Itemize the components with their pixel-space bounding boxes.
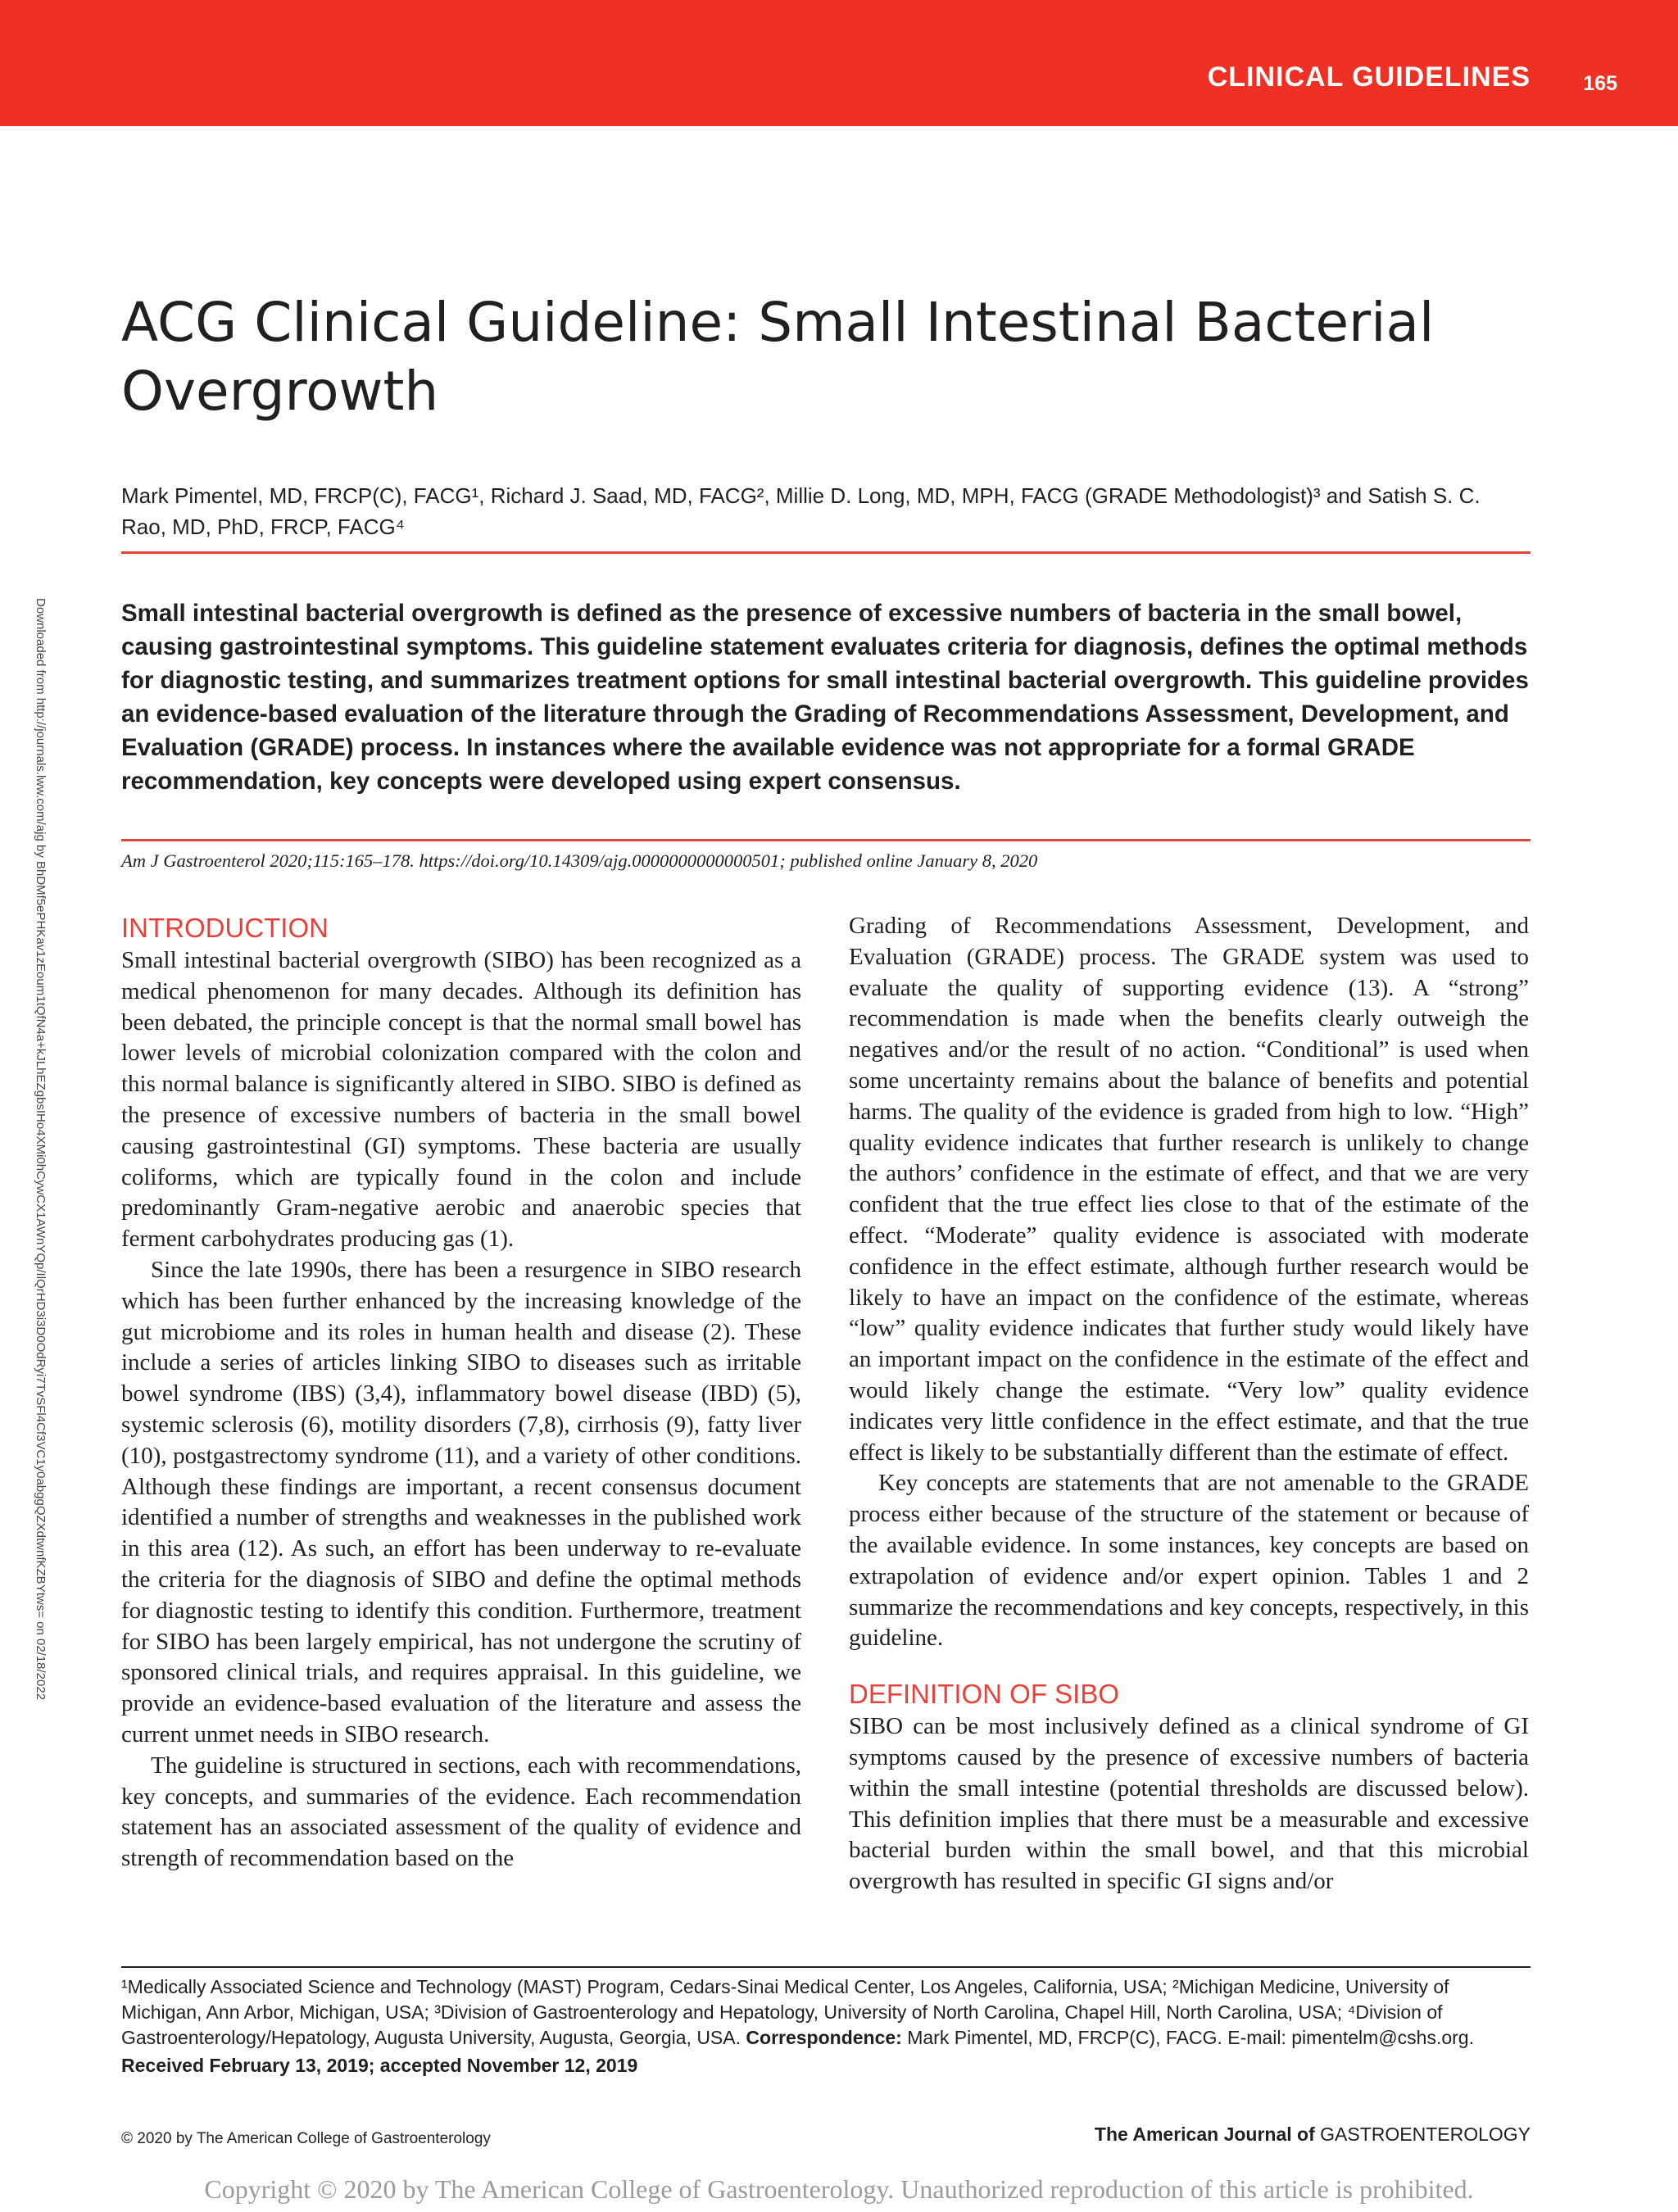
left-column: [121, 911, 801, 1874]
body-paragraph: Key concepts are statements that are not amenable to the GRADE process either because of the structure of the statement or because of the available evidence. In some instances, key concepts are based on extrapolation of evidence and/or expert opinion. Tables 1 and 2 summarize the recommendations and key concepts, respectively, in this guideline.: [849, 1470, 1529, 1652]
affiliations-footnote: [121, 1974, 1531, 2051]
section-name: CLINICAL GUIDELINES: [1207, 61, 1531, 93]
citation-line: Am J Gastroenterol 2020;115:165–178. https://doi.org/10.14309/ajg.0000000000000501; published online January 8, 2020: [121, 850, 1038, 871]
download-watermark-text: Downloaded from http://journals.lww.com/ajg by BhDMf5ePHKav1zEoum1tQfN4a+kJLhEZgbsIHo4XMi0hCywCX1AWnYQp/IlQrHD3i3D0OdRyi7TvSFl4Cf3VC1y0abggQZXdtwnfKZBYtws= on 02/18/2022: [34, 598, 48, 1701]
affiliations-text: ¹Medically Associated Science and Technology (MAST) Program, Cedars-Sinai Medical Center, Los Angeles, California, USA; ²Michigan Medicine, University of Michigan, Ann Arbor, Michigan, USA; ³Division of Gastroenterology and Hepatology, University of North Carolina, Chapel Hill, North Carolina, USA; ⁴Division of Gastroenterology/Hepatology, Augusta University, Augusta, Georgia, USA.: [121, 1976, 1449, 2048]
body-paragraph: The guideline is structured in sections, each with recommendations, key concepts, and summaries of the evidence. Each recommendation statement has an associated assessment of the quality of evidence and strength of recommendation based on the: [121, 1752, 801, 1872]
footnote-divider: [121, 1966, 1531, 1968]
header-band: [0, 0, 1678, 126]
abstract-divider: [121, 839, 1531, 841]
article-title: ACG Clinical Guideline: Small Intestinal Bacterial Overgrowth: [121, 291, 1435, 423]
correspondence-text: Mark Pimentel, MD, FRCP(C), FACG. E-mail: pimentelm@cshs.org.: [907, 2027, 1474, 2048]
introduction-heading: INTRODUCTION: [121, 913, 329, 943]
page-number: 165: [1583, 72, 1617, 95]
author-list: Mark Pimentel, MD, FRCP(C), FACG¹, Richard J. Saad, MD, FACG², Millie D. Long, MD, MPH, FACG (GRADE Methodologist)³ and Satish S. C. Rao, MD, PhD, FRCP, FACG⁴: [121, 483, 1481, 539]
body-paragraph: Small intestinal bacterial overgrowth (SIBO) has been recognized as a medical phenomenon for many decades. Although its definition has been debated, the principle concept is that the normal small bowel has lower levels of microbial colonization compared with the colon and this normal balance is significantly altered in SIBO. SIBO is defined as the presence of excessive numbers of bacteria in the small bowel causing gastrointestinal (GI) symptoms. These bacteria are usually coliforms, which are typically found in the colon and include predominantly Gram-negative aerobic and anaerobic species that ferment carbohydrates producing gas (1).: [121, 947, 801, 1253]
title-divider: [121, 551, 1531, 554]
correspondence-label: Correspondence:: [746, 2027, 902, 2048]
copyright-line: © 2020 by The American College of Gastroenterology: [121, 2130, 491, 2147]
body-paragraph: Since the late 1990s, there has been a resurgence in SIBO research which has been further enhanced by the increasing knowledge of the gut microbiome and its roles in human health and disease (2). These include a series of articles linking SIBO to diseases such as irritable bowel syndrome (IBS) (3,4), inflammatory bowel disease (IBD) (5), systemic sclerosis (6), motility disorders (7,8), cirrhosis (9), fatty liver (10), postgastrectomy syndrome (11), and a variety of other conditions. Although these findings are important, a recent consensus document identified a number of strengths and weaknesses in the published work in this area (12). As such, an effort has been underway to re-evaluate the criteria for the diagnosis of SIBO and define the optimal methods for diagnostic testing to identify this condition. Furthermore, treatment for SIBO has been largely empirical, has not undergone the scrutiny of sponsored clinical trials, and requires appraisal. In this guideline, we provide an evidence-based evaluation of the literature and assess the current unmet needs in SIBO research.: [121, 1256, 801, 1747]
definition-heading: DEFINITION OF SIBO: [849, 1679, 1120, 1710]
body-paragraph: SIBO can be most inclusively defined as a clinical syndrome of GI symptoms caused by the presence of excessive numbers of bacteria within the small intestine (potential thresholds are discussed below). This definition implies that there must be a measurable and excessive bacterial burden within the small bowel, and that this microbial overgrowth has resulted in specific GI signs and/or: [849, 1713, 1529, 1895]
right-column: [849, 911, 1529, 1897]
journal-prefix: The American Journal of: [1094, 2124, 1315, 2145]
received-dates: Received February 13, 2019; accepted November 12, 2019: [121, 2055, 638, 2076]
journal-title: GASTROENTEROLOGY: [1320, 2124, 1531, 2145]
copyright-notice: Copyright © 2020 by The American College of Gastroenterology. Unauthorized reproduction of this article is prohibited.: [204, 2174, 1474, 2204]
abstract: Small intestinal bacterial overgrowth is defined as the presence of excessive numbers of bacteria in the small bowel, causing gastrointestinal symptoms. This guideline statement evaluates criteria for diagnosis, defines the optimal methods for diagnostic testing, and summarizes treatment options for small intestinal bacterial overgrowth. This guideline provides an evidence-based evaluation of the literature through the Grading of Recommendations Assessment, Development, and Evaluation (GRADE) process. In instances where the available evidence was not appropriate for a formal GRADE recommendation, key concepts were developed using expert consensus.: [121, 600, 1529, 795]
body-paragraph: Grading of Recommendations Assessment, Development, and Evaluation (GRADE) process. The GRADE system was used to evaluate the quality of supporting evidence (13). A “strong” recommendation is made when the benefits clearly outweigh the negatives and/or the result of no action. “Conditional” is used when some uncertainty remains about the balance of benefits and potential harms. The quality of the evidence is graded from high to low. “High” quality evidence indicates that further research is unlikely to change the authors’ confidence in the estimate of effect, and that we are very confident that the true effect lies close to that of the estimate of the effect. “Moderate” quality evidence is associated with moderate confidence in the effect estimate, although further research would be likely to have an impact on the confidence of the estimate, whereas “low” quality evidence indicates that further study would likely have an important impact on the confidence in the estimate of the effect and would likely change the estimate. “Very low” quality evidence indicates very little confidence in the effect estimate, and that the true effect is likely to be substantially different than the estimate of effect.: [849, 913, 1529, 1466]
journal-name: [1095, 2124, 1531, 2146]
